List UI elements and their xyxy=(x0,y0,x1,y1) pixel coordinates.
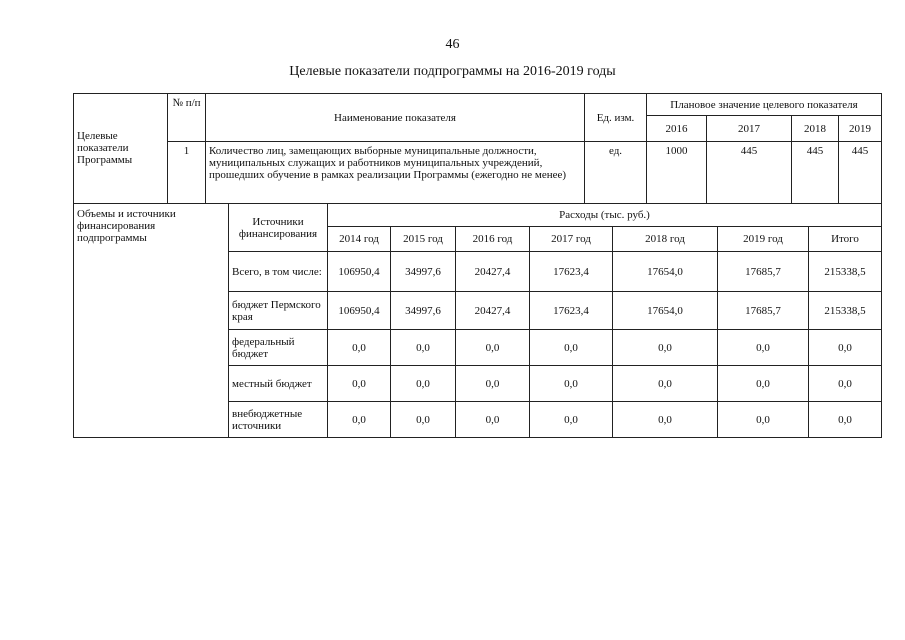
finance-value: 17623,4 xyxy=(529,291,613,330)
finance-source-label: внебюджетные источники xyxy=(228,401,328,438)
finance-year-2: 2016 год xyxy=(455,226,530,252)
plan-year-2018: 2018 xyxy=(791,115,839,142)
finance-value: 34997,6 xyxy=(390,251,456,292)
page-title: Целевые показатели подпрограммы на 2016-2019 годы xyxy=(289,64,616,79)
plan-year-2019: 2019 xyxy=(838,115,882,142)
finance-value: 215338,5 xyxy=(808,291,882,330)
finance-year-1: 2015 год xyxy=(390,226,456,252)
indicators-row-label: Целевые показатели Программы xyxy=(77,130,133,166)
finance-value: 0,0 xyxy=(390,329,456,366)
finance-value: 0,0 xyxy=(455,401,530,438)
finance-value: 0,0 xyxy=(808,329,882,366)
finance-value: 0,0 xyxy=(390,401,456,438)
finance-value: 20427,4 xyxy=(455,291,530,330)
finance-source-label: бюджет Пермского края xyxy=(228,291,328,330)
finance-value: 0,0 xyxy=(529,401,613,438)
indicator-value-2: 445 xyxy=(791,141,839,204)
finance-value: 0,0 xyxy=(717,329,809,366)
finance-source-label: местный бюджет xyxy=(228,365,328,402)
finance-value: 0,0 xyxy=(390,365,456,402)
column-header-sources: Источники финансирования xyxy=(228,203,328,252)
finance-year-4: 2018 год xyxy=(612,226,718,252)
finance-row-label: Объемы и источники финансирования подпрограммы xyxy=(77,208,176,244)
finance-year-0: 2014 год xyxy=(327,226,391,252)
finance-value: 0,0 xyxy=(327,365,391,402)
finance-value: 0,0 xyxy=(327,401,391,438)
finance-value: 0,0 xyxy=(808,401,882,438)
finance-value: 17654,0 xyxy=(612,291,718,330)
finance-value: 215338,5 xyxy=(808,251,882,292)
indicator-name: Количество лиц, замещающих выборные муниципальные должности, муниципальных служащих и работников муниципальных учреждений, прошедших обучение в рамках реализации Программы (ежегодно не менее) xyxy=(205,141,585,204)
finance-value: 20427,4 xyxy=(455,251,530,292)
finance-value: 0,0 xyxy=(717,365,809,402)
indicator-value-0: 1000 xyxy=(646,141,707,204)
finance-value: 0,0 xyxy=(529,329,613,366)
plan-year-2017: 2017 xyxy=(706,115,792,142)
finance-value: 106950,4 xyxy=(327,251,391,292)
finance-value: 34997,6 xyxy=(390,291,456,330)
indicator-unit: ед. xyxy=(584,141,647,204)
column-header-num: № п/п xyxy=(167,93,206,142)
finance-value: 0,0 xyxy=(455,329,530,366)
finance-value: 0,0 xyxy=(612,329,718,366)
finance-value: 17654,0 xyxy=(612,251,718,292)
finance-value: 17623,4 xyxy=(529,251,613,292)
page-number: 46 xyxy=(445,37,460,52)
column-header-unit: Ед. изм. xyxy=(584,93,647,142)
finance-source-label: федеральный бюджет xyxy=(228,329,328,366)
column-header-name: Наименование показателя xyxy=(205,93,585,142)
column-header-plan: Плановое значение целевого показателя xyxy=(646,93,882,116)
column-header-expenses: Расходы (тыс. руб.) xyxy=(327,203,882,227)
finance-value: 0,0 xyxy=(612,365,718,402)
finance-year-3: 2017 год xyxy=(529,226,613,252)
finance-value: 0,0 xyxy=(612,401,718,438)
finance-value: 17685,7 xyxy=(717,291,809,330)
finance-value: 17685,7 xyxy=(717,251,809,292)
finance-value: 0,0 xyxy=(327,329,391,366)
finance-value: 0,0 xyxy=(529,365,613,402)
finance-value: 106950,4 xyxy=(327,291,391,330)
indicator-num: 1 xyxy=(167,141,206,204)
plan-year-2016: 2016 xyxy=(646,115,707,142)
finance-source-label: Всего, в том числе: xyxy=(228,251,328,292)
indicator-value-1: 445 xyxy=(706,141,792,204)
finance-value: 0,0 xyxy=(808,365,882,402)
finance-value: 0,0 xyxy=(717,401,809,438)
finance-value: 0,0 xyxy=(455,365,530,402)
finance-year-6: Итого xyxy=(808,226,882,252)
finance-year-5: 2019 год xyxy=(717,226,809,252)
indicator-value-3: 445 xyxy=(838,141,882,204)
